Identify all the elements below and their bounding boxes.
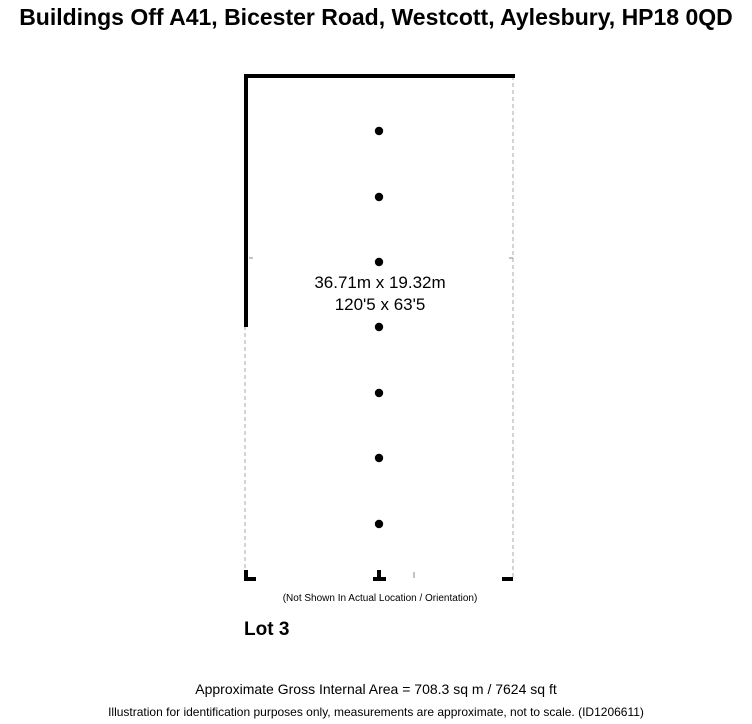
page-title: Buildings Off A41, Bicester Road, Westcott, Aylesbury, HP18 0QD (19, 4, 733, 30)
gross-area: Approximate Gross Internal Area = 708.3 sq m / 7624 sq ft (195, 681, 557, 697)
room-dimensions-metric: 36.71m x 19.32m (314, 273, 446, 292)
column-post (375, 193, 383, 201)
lot-label: Lot 3 (244, 619, 290, 640)
column-post (375, 127, 383, 135)
post-bottom-middle (373, 570, 386, 579)
corner-bottom-left (246, 570, 256, 579)
column-post (375, 258, 383, 266)
column-post (375, 520, 383, 528)
column-post (375, 454, 383, 462)
orientation-note: (Not Shown In Actual Location / Orientation) (282, 593, 478, 604)
room-dimensions (280, 272, 480, 316)
column-post (375, 323, 383, 331)
room-dimensions-imperial: 120'5 x 63'5 (334, 295, 426, 314)
column-post (375, 389, 383, 397)
disclaimer: Illustration for identification purposes only, measurements are approximate, not to scale. (ID1206611) (108, 705, 644, 719)
